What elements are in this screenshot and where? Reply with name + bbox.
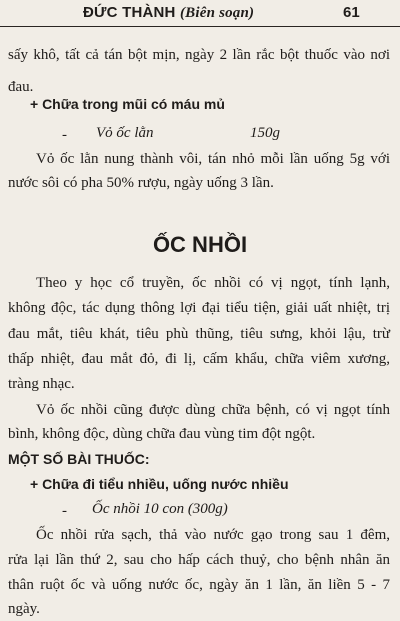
remedy-heading: + Chữa trong mũi có máu mủ	[30, 96, 225, 112]
paragraph-line: Theo y học cổ truyền, ốc nhồi có vị ngọt, tính lạnh,	[36, 275, 390, 291]
paragraph-line: Ốc nhồi rửa sạch, thả vào nước gạo trong sau 1 đêm,	[36, 527, 390, 543]
ingredient-name: Vỏ ốc lằn	[96, 125, 154, 141]
paragraph-line: ngày.	[8, 601, 40, 617]
header-author-name: ĐỨC THÀNH	[83, 4, 176, 21]
page-number: 61	[343, 4, 360, 21]
ingredient-name: Ốc nhồi 10 con (300g)	[92, 501, 228, 517]
paragraph-line: Vỏ ốc lằn nung thành vôi, tán nhỏ mỗi lần uống 5g với	[36, 151, 390, 167]
paragraph-line: không độc, tác dụng thông lợi đại tiểu tiện, giải uất nhiệt, trị	[8, 300, 390, 316]
paragraph-line: đau.	[8, 79, 34, 95]
paragraph-line: bình, không độc, dùng chữa đau vùng tim đột ngột.	[8, 426, 316, 442]
paragraph-line: nước sôi có pha 50% rượu, ngày uống 3 lần.	[8, 175, 274, 191]
paragraph-line: tràng nhạc.	[8, 376, 75, 392]
paragraph-line: rửa lại lần thứ 2, sau cho hấp cách thuỷ, cho bệnh nhân ăn	[8, 552, 390, 568]
section-title: ỐC NHỒI	[152, 232, 248, 257]
ingredient-dash: -	[62, 127, 67, 143]
header-author-role: (Biên soạn)	[179, 5, 255, 21]
paragraph-line: thấp nhiệt, đau mắt đỏ, đi lị, cấm khẩu, chữa viêm xương,	[8, 351, 390, 367]
paragraph-line: sấy khô, tất cả tán bột mịn, ngày 2 lần rắc bột thuốc vào nơi	[8, 47, 390, 63]
remedies-heading: MỘT SỐ BÀI THUỐC:	[8, 451, 150, 467]
paragraph-line: đau mắt, tiêu khát, tiêu phù thũng, tiêu sưng, khỏi lậu, trừ	[8, 326, 390, 342]
ingredient-quantity: 150g	[250, 125, 280, 141]
remedy-heading: + Chữa đi tiểu nhiều, uống nước nhiều	[30, 476, 289, 492]
paragraph-line: thân ruột ốc và uống nước ốc, ngày ăn 1 lần, ăn liền 5 - 7	[8, 577, 390, 593]
page-header	[0, 0, 400, 27]
ingredient-dash: -	[62, 503, 67, 519]
paragraph-line: Vỏ ốc nhồi cũng được dùng chữa bệnh, có vị ngọt tính	[36, 402, 390, 418]
header-author	[83, 4, 254, 22]
